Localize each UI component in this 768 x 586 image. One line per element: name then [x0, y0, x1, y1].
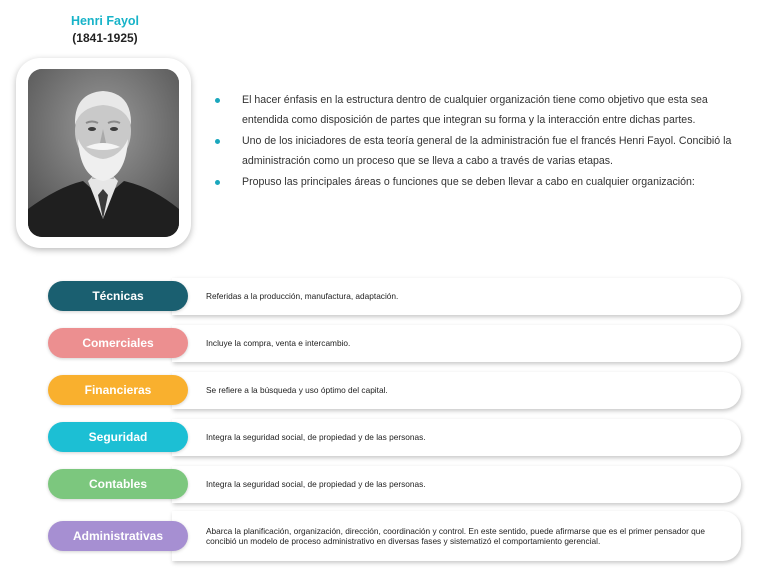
area-row-contables [48, 466, 741, 503]
bullet-item [212, 131, 732, 172]
area-pill-financieras: Financieras [48, 375, 188, 405]
area-description: Incluye la compra, venta e intercambio. [206, 338, 351, 349]
area-description: Integra la seguridad social, de propiedad y de las personas. [206, 479, 426, 490]
area-description: Referidas a la producción, manufactura, adaptación. [206, 291, 399, 302]
person-years: (1841-1925) [72, 31, 138, 45]
bullet-item [212, 172, 732, 192]
area-pill-contables: Contables [48, 469, 188, 499]
portrait-photo [28, 69, 179, 237]
area-pill-administrativas: Administrativas [48, 521, 188, 551]
area-row-administrativas [48, 511, 741, 561]
area-row-financieras [48, 372, 741, 409]
bullet-item [212, 90, 732, 131]
bullet-dot-icon [215, 139, 220, 144]
area-description: Se refiere a la búsqueda y uso óptimo del capital. [206, 385, 388, 396]
bullet-dot-icon [215, 180, 220, 185]
person-name: Henri Fayol [70, 14, 140, 28]
area-row-seguridad [48, 419, 741, 456]
intro-bullet-list [212, 90, 732, 192]
bullet-dot-icon [215, 98, 220, 103]
area-pill-comerciales: Comerciales [48, 328, 188, 358]
portrait-frame [16, 58, 191, 248]
portrait-illustration [28, 69, 179, 237]
bullet-text: Uno de los iniciadores de esta teoría general de la administración fue el francés Henri Fayol. Concibió la administración como un proceso que se lleva a cabo a través de varias etapas. [242, 134, 732, 168]
bullet-text: Propuso las principales áreas o funciones que se deben llevar a cabo en cualquier organización: [242, 175, 695, 188]
bullet-text: El hacer énfasis en la estructura dentro de cualquier organización tiene como objetivo que esta sea entendida como disposición de partes que integran su forma y la interacción entre dichas partes. [242, 94, 708, 127]
area-row-tecnicas [48, 278, 741, 315]
area-description: Integra la seguridad social, de propiedad y de las personas. [206, 432, 426, 443]
area-description: Abarca la planificación, organización, dirección, coordinación y control. En este sentido, puede afirmarse que es el primer pensador que concibió un modelo de proceso administrativo en diversas fases y sistematizó el comportamiento gerencial. [206, 525, 706, 546]
area-pill-tecnicas: Técnicas [48, 281, 188, 311]
area-row-comerciales [48, 325, 741, 362]
area-pill-seguridad: Seguridad [48, 422, 188, 452]
